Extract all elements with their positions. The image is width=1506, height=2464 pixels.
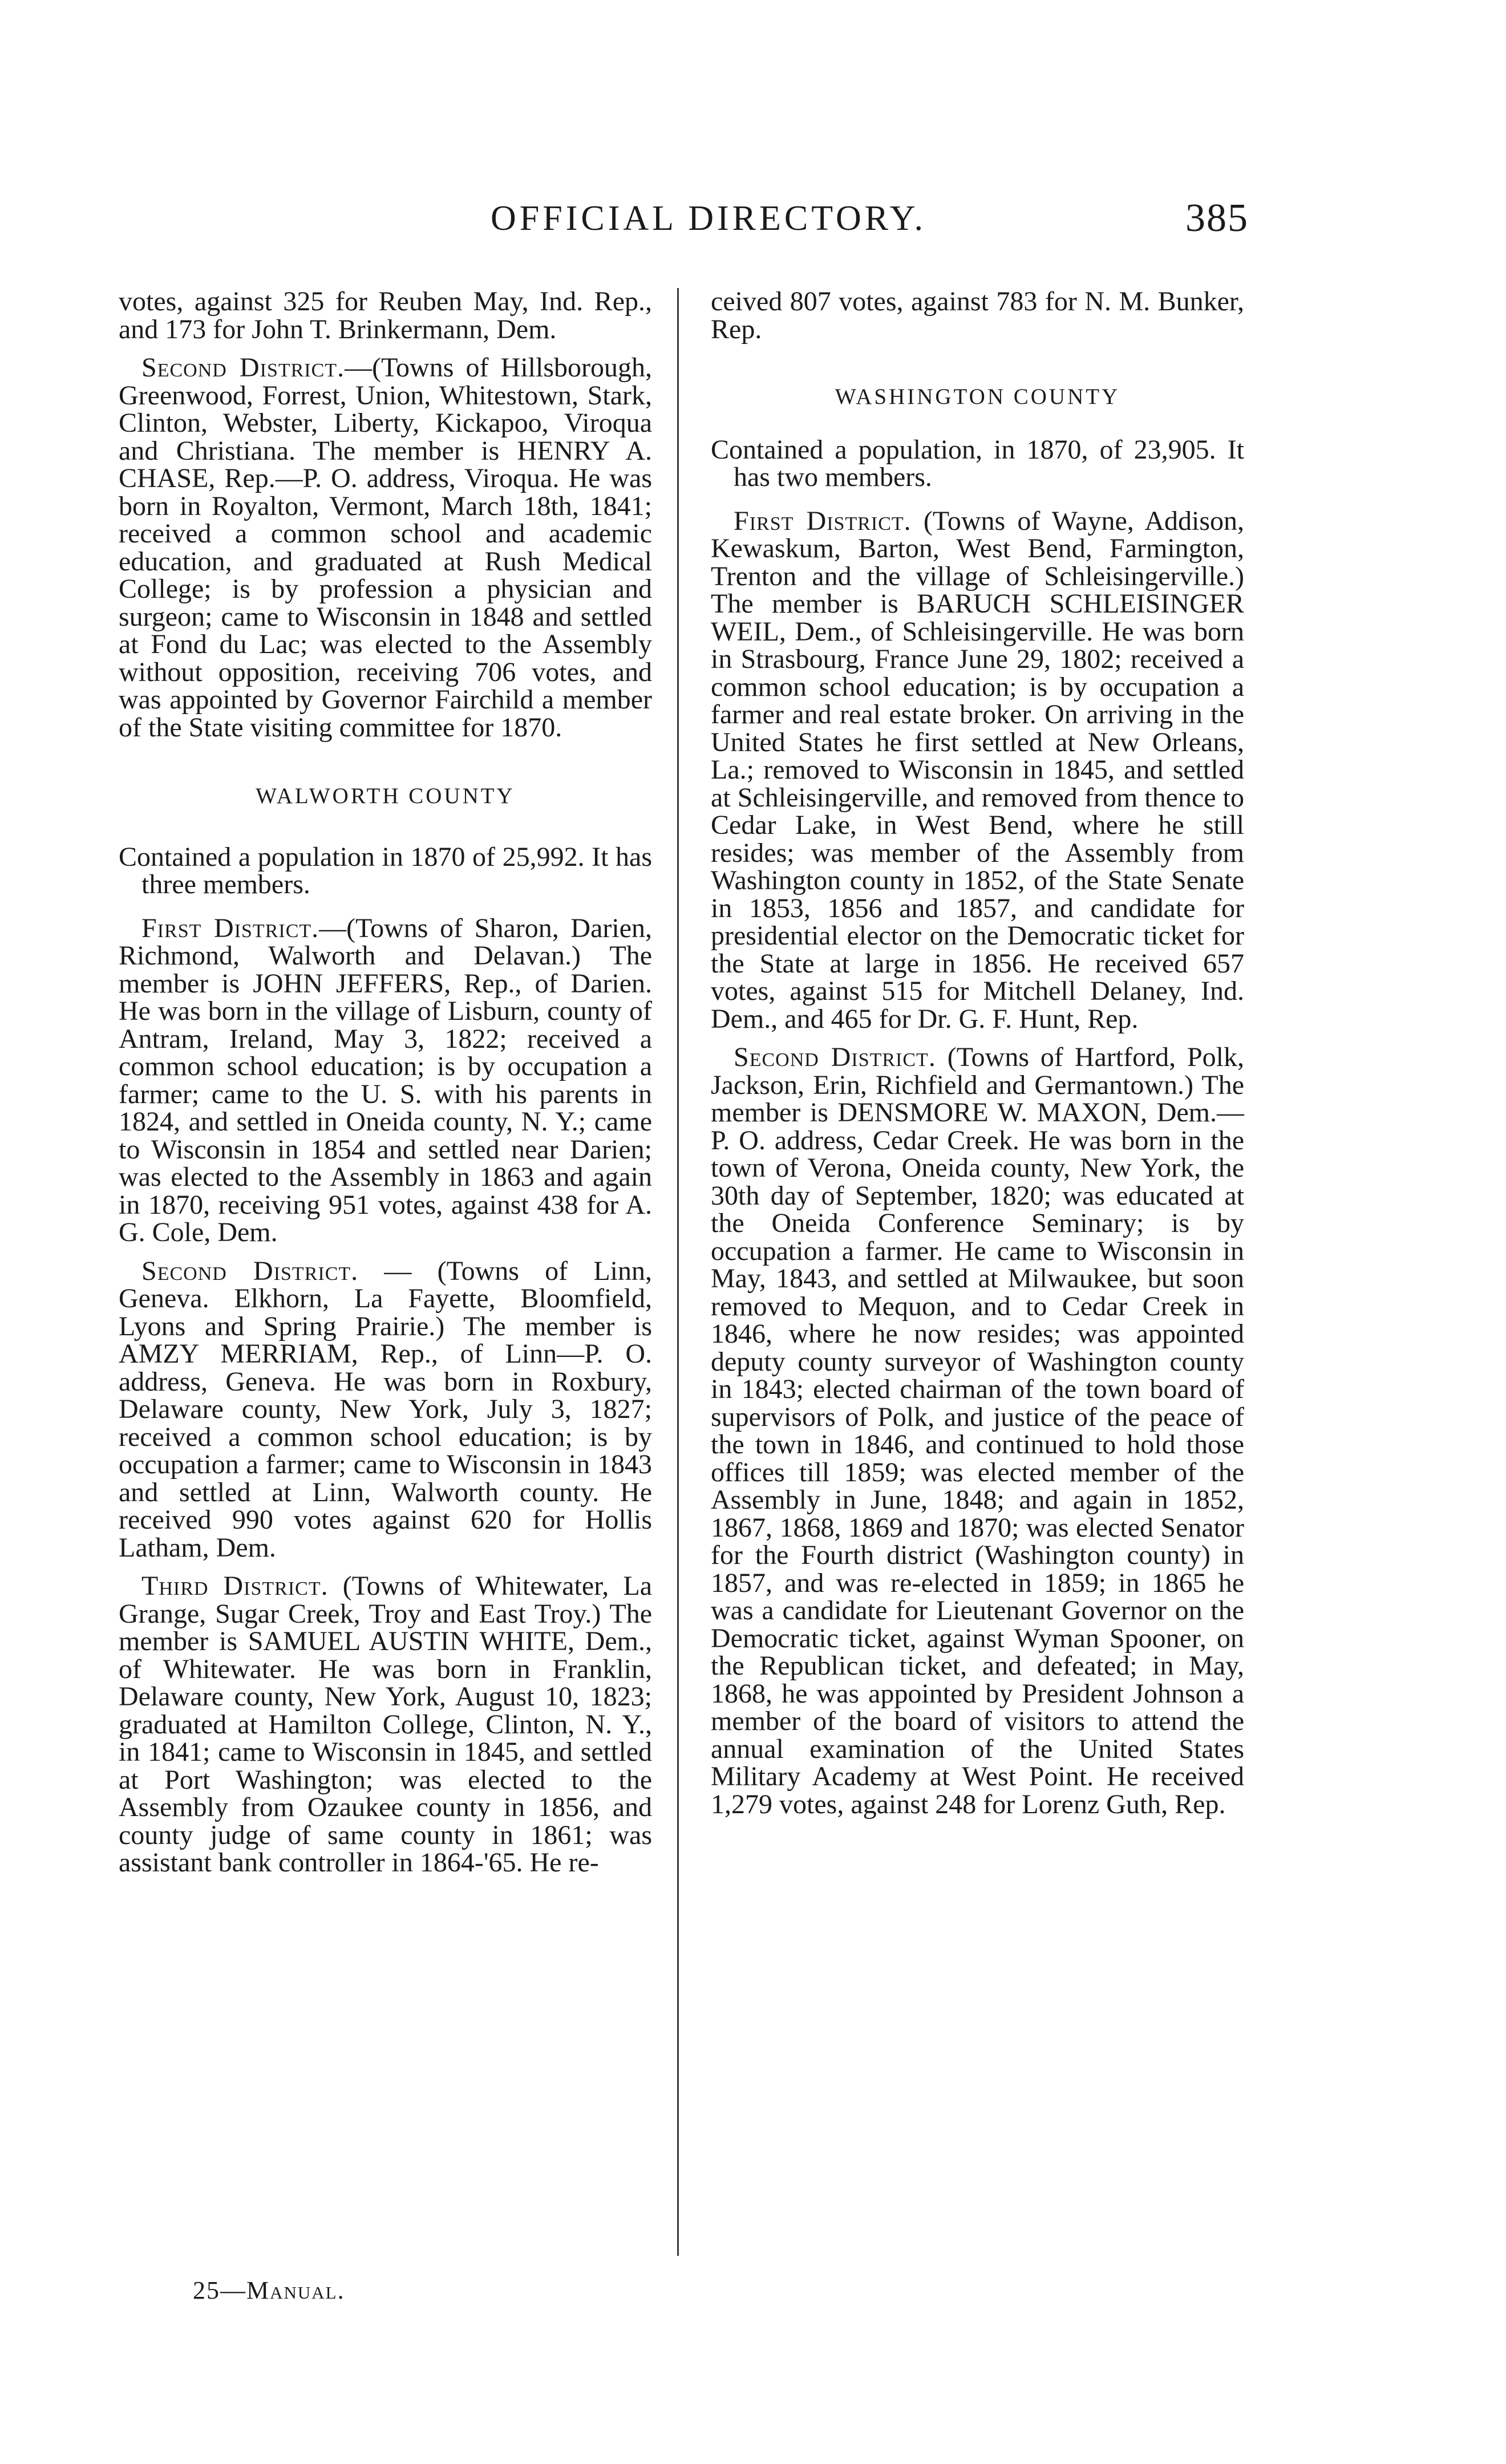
district-text: —(Towns of Sharon, Darien, Richmond, Walworth and Delavan.) The member is JOHN JEFFERS, Rep., of Darien. He was born in the village of Lisburn, county of Antram, Ireland, May 3, 1822; received a common school education; is by occupation a farmer; came to the U. S. with his parents in 1824, and settled in Oneida county, N. Y.; came to Wisconsin in 1854 and settled near Darien; was elected to the Assembly in 1863 and again in 1870, receiving 951 votes, against 438 for A. G. Cole, Dem.: [119, 913, 653, 1247]
column-divider: [677, 288, 679, 2256]
left-column: [119, 288, 652, 1888]
district-text: (Towns of Hartford, Polk, Jackson, Erin, Richfield and Germantown.) The member is DENSMORE W. MAXON, Dem.—P. O. address, Cedar Creek. He was born in the town of Verona, Oneida county, New York, the 30th day of September, 1820; was educated at the Oneida Conference Seminary; is by occupation a farmer. He came to Wisconsin in May, 1843, and settled at Milwaukee, but soon removed to Mequon, and to Cedar Creek in 1846, where he now resides; was appointed deputy county surveyor of Washington county in 1843; elected chairman of the town board of supervisors of Polk, and justice of the peace of the town in 1846, and continued to hold those offices till 1859; was elected member of the Assembly in June, 1848; and again in 1852, 1867, 1868, 1869 and 1870; was elected Senator for the Fourth district (Washington county) in 1857, and was re-elected in 1859; in 1865 he was a candidate for Lieutenant Governor on the Democratic ticket, against Wyman Spooner, on the Republican ticket, and defeated; in May, 1868, he was appointed by President Johnson a member of the board of visitors to attend the annual examination of the United States Military Academy at West Point. He received 1,279 votes, against 248 for Lorenz Guth, Rep.: [711, 1042, 1244, 1819]
district-entry-second-vernon: [119, 354, 652, 741]
continued-paragraph: votes, against 325 for Reuben May, Ind. Rep., and 173 for John T. Brinkermann, Dem.: [119, 286, 652, 345]
continued-paragraph: ceived 807 votes, against 783 for N. M. Bunker, Rep.: [711, 286, 1244, 345]
right-column: [711, 288, 1244, 1829]
district-heading: Second District.: [141, 352, 345, 383]
district-heading: Third District.: [141, 1571, 329, 1601]
district-entry-third-walworth: [119, 1573, 652, 1877]
district-entry-first-washington: [711, 505, 1245, 1034]
district-text: (Towns of Wayne, Addison, Kewaskum, Barton, West Bend, Farmington, Trenton and the village of Schleisingerville.) The member is BARUCH SCHLEISINGER WEIL, Dem., of Schleisingerville. He was born in Strasbourg, France June 29, 1802; received a common school education; is by occupation a farmer and real estate broker. On arriving in the United States he first settled at New Orleans, La.; removed to Wisconsin in 1845, and settled at Schleisingerville, and removed from thence to Cedar Lake, in West Bend, where he still resides; was member of the Assembly from Washington county in 1852, of the State Senate in 1853, 1856 and 1857, and candidate for presidential elector on the Democratic ticket for the State at large in 1856. He received 657 votes, against 515 for Mitchell Delaney, Ind. Dem., and 465 for Dr. G. F. Hunt, Rep.: [711, 505, 1245, 1034]
district-heading: Second District.: [734, 1042, 936, 1072]
district-heading: Second District.: [141, 1255, 359, 1286]
county-summary-walworth: Contained a population in 1870 of 25,992. It has three members.: [119, 841, 652, 899]
signature-mark: 25—Manual.: [193, 2276, 345, 2304]
district-text: — (Towns of Linn, Geneva. Elkhorn, La Fayette, Bloomfield, Lyons and Spring Prairie.) The member is AMZY MERRIAM, Rep., of Linn—P. O. address, Geneva. He was born in Roxbury, Delaware county, New York, July 3, 1827; received a common school education; is by occupation a farmer; came to Wisconsin in 1843 and settled at Linn, Walworth county. He received 990 votes against 620 for Hollis Latham, Dem.: [119, 1255, 653, 1563]
county-heading-walworth: WALWORTH COUNTY: [256, 784, 515, 808]
district-entry-second-walworth: [119, 1255, 653, 1563]
district-heading: First District.: [141, 913, 319, 943]
county-summary-washington: Contained a population, in 1870, of 23,905. It has two members.: [711, 434, 1244, 492]
district-entry-first-walworth: [119, 915, 652, 1247]
district-entry-second-washington: [711, 1044, 1244, 1818]
page-number: 385: [1185, 196, 1249, 240]
district-text: (Towns of Whitewater, La Grange, Sugar Creek, Troy and East Troy.) The member is SAMUEL AUSTIN WHITE, Dem., of Whitewater. He was born in Franklin, Delaware county, New York, August 10, 1823; graduated at Hamilton College, Clinton, N. Y., in 1841; came to Wisconsin in 1845, and settled at Port Washington; was elected to the Assembly from Ozaukee county in 1856, and county judge of same county in 1861; was assistant bank controller in 1864-'65. He re-: [119, 1571, 652, 1878]
county-heading-washington: WASHINGTON COUNTY: [835, 384, 1120, 409]
district-text: —(Towns of Hillsborough, Greenwood, Forrest, Union, Whitestown, Stark, Clinton, Webster, Liberty, Kickapoo, Viroqua and Christiana. The member is HENRY A. CHASE, Rep.—P. O. address, Viroqua. He was born in Royalton, Vermont, March 18th, 1841; received a common school and academic education, and graduated at Rush Medical College; is by profession a physician and surgeon; came to Wisconsin in 1848 and settled at Fond du Lac; was elected to the Assembly without opposition, receiving 706 votes, and was appointed by Governor Fairchild a member of the State visiting committee for 1870.: [119, 352, 652, 743]
district-heading: First District.: [734, 505, 912, 536]
running-title: OFFICIAL DIRECTORY.: [491, 199, 926, 238]
